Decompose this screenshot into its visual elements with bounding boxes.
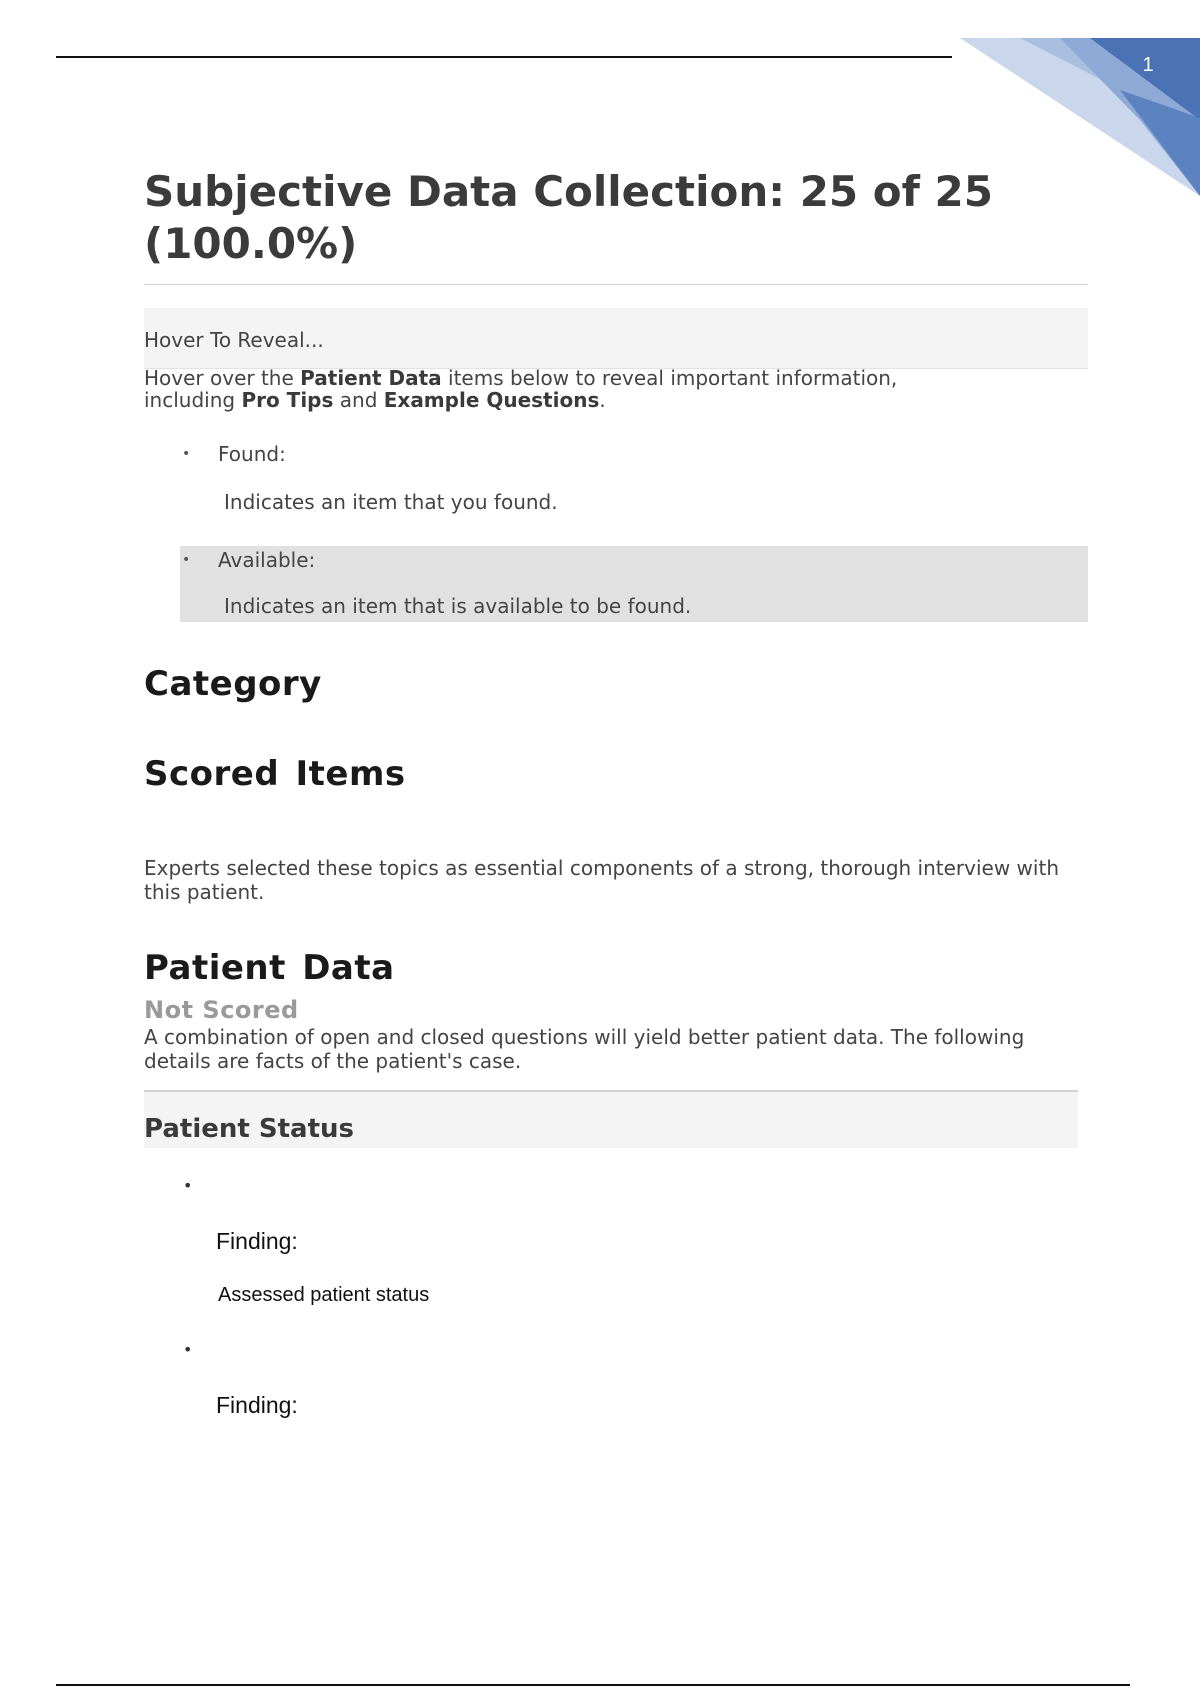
hover-desc-patient-data: Patient Data — [300, 366, 442, 390]
hover-title: Hover To Reveal... — [144, 328, 324, 352]
bullet-icon: • — [182, 446, 191, 462]
finding-bullet-icon: • — [183, 1340, 193, 1359]
patient-status-title: Patient Status — [144, 1114, 354, 1144]
legend-found-text: Indicates an item that you found. — [224, 490, 558, 514]
hover-to-reveal-box[interactable] — [144, 308, 1088, 369]
hover-desc-example-questions: Example Questions — [383, 388, 600, 412]
footer-rule — [56, 1684, 1130, 1686]
category-heading: Category — [144, 664, 322, 704]
hover-desc-pro-tips: Pro Tips — [241, 388, 334, 412]
finding-bullet-icon: • — [183, 1176, 193, 1195]
title-divider — [144, 284, 1088, 285]
patient-status-section — [144, 1090, 1078, 1148]
header-rule — [56, 56, 952, 58]
legend-available-label: Available: — [218, 548, 316, 572]
page-title: Subjective Data Collection: 25 of 25 (100.0%) — [144, 167, 993, 268]
legend-available-text: Indicates an item that is available to be found. — [224, 594, 692, 618]
page-number: 1 — [1142, 54, 1154, 76]
not-scored-label: Not Scored — [144, 996, 299, 1024]
scored-items-heading: Scored Items — [144, 754, 406, 794]
legend-available — [180, 546, 1088, 622]
finding-label: Finding: — [216, 1392, 298, 1418]
hover-description — [144, 367, 964, 411]
hover-desc-text: and — [333, 388, 384, 412]
hover-desc-text: Hover over the — [144, 366, 301, 390]
legend-found-label: Found: — [218, 442, 286, 466]
patient-data-description: A combination of open and closed questions will yield better patient data. The following details are facts of the patient's case. — [144, 1025, 1025, 1073]
finding-label: Finding: — [216, 1228, 298, 1254]
hover-desc-text: . — [599, 388, 606, 412]
scored-items-description: Experts selected these topics as essential components of a strong, thorough interview with this patient. — [144, 856, 1059, 904]
bullet-icon: • — [182, 552, 191, 568]
finding-value: Assessed patient status — [218, 1284, 430, 1306]
legend-found — [180, 436, 1080, 516]
hover-desc-text: items below to reveal important information, including — [144, 366, 898, 412]
patient-data-heading: Patient Data — [144, 948, 395, 988]
